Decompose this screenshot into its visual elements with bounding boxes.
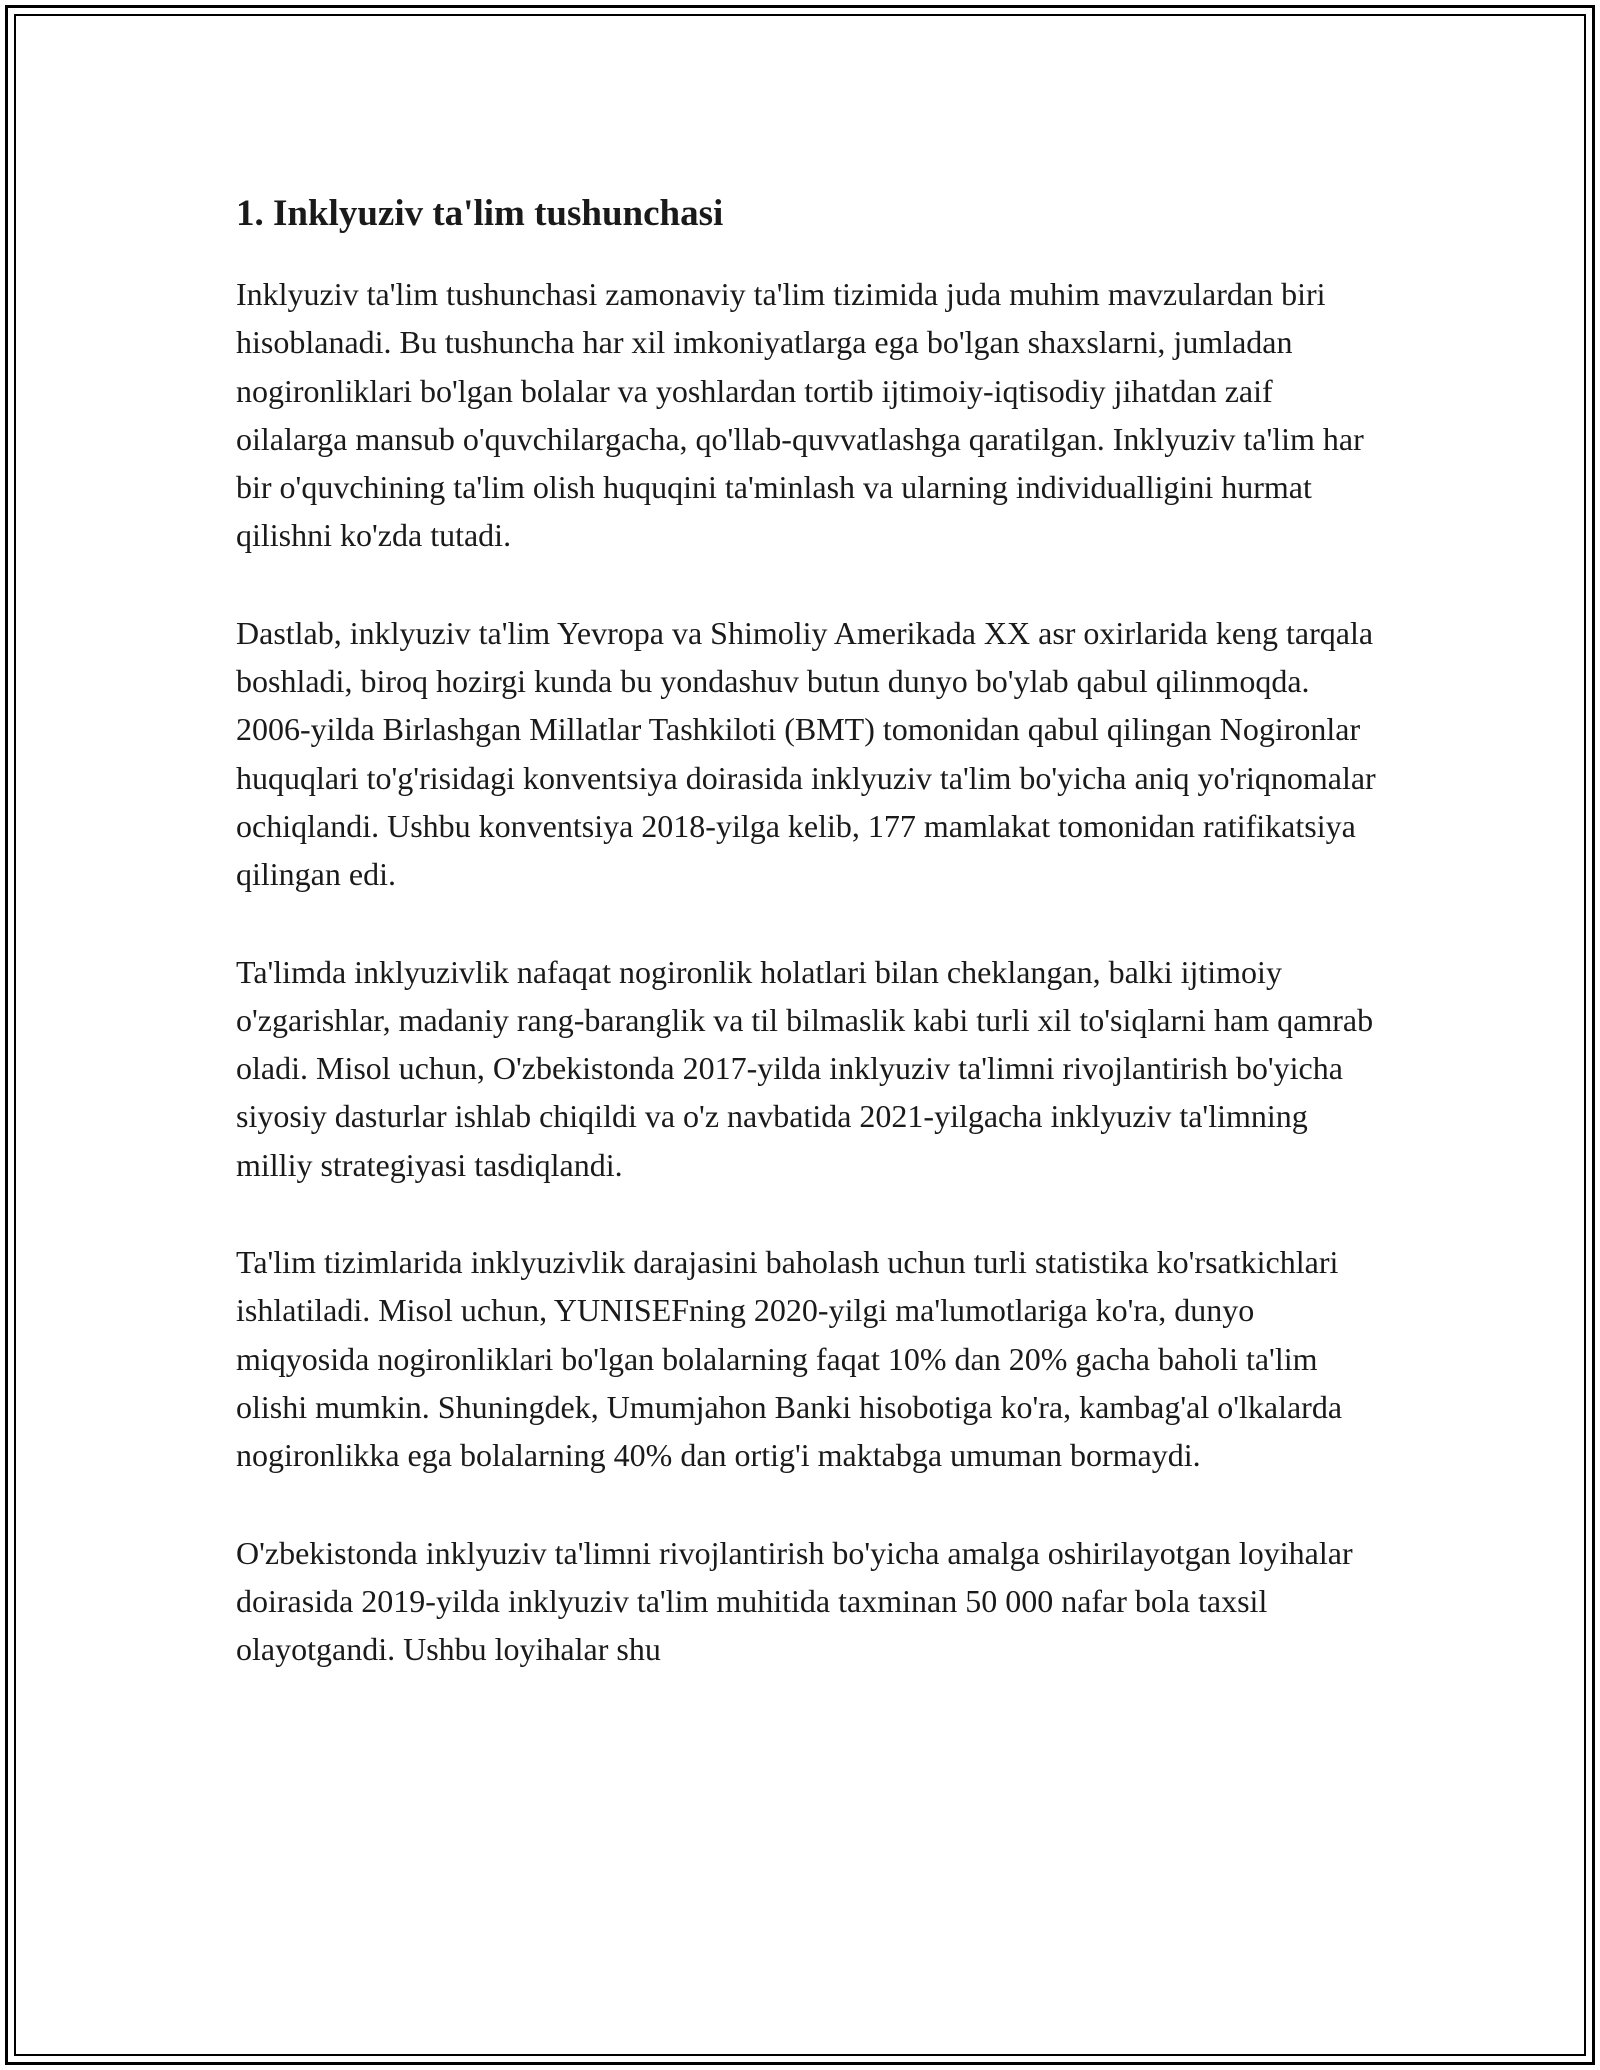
- document-body: [236, 184, 1376, 1722]
- paragraph-4: Ta'lim tizimlarida inklyuzivlik darajasini baholash uchun turli statistika ko'rsatkichlari ishlatiladi. Misol uchun, YUNISEFning 2020-yilgi ma'lumotlariga ko'ra, dunyo miqyosida nogironliklari bo'lgan bolalarning faqat 10% dan 20% gacha baholi ta'lim olishi mumkin. Shuningdek, Umumjahon Banki hisobotiga ko'ra, kambag'al o'lkalarda nogironlikka ega bolalarning 40% dan ortig'i maktabga umuman bormaydi.: [236, 1244, 1343, 1474]
- paragraph-3: Ta'limda inklyuzivlik nafaqat nogironlik holatlari bilan cheklangan, balki ijtimoiy o'zgarishlar, madaniy rang-baranglik va til bilmaslik kabi turli xil to'siqlarni ham qamrab oladi. Misol uchun, O'zbekistonda 2017-yilda inklyuziv ta'limni rivojlantirish bo'yicha siyosiy dasturlar ishlab chiqildi va o'z navbatida 2021-yilgacha inklyuziv ta'limning milliy strategiyasi tasdiqlandi.: [236, 953, 1374, 1183]
- paragraph-5: O'zbekistonda inklyuziv ta'limni rivojlantirish bo'yicha amalga oshirilayotgan loyihalar doirasida 2019-yilda inklyuziv ta'lim muhitida taxminan 50 000 nafar bola taxsil olayotgandi. Ushbu loyihalar shu: [236, 1534, 1353, 1668]
- paragraph-1: Inklyuziv ta'lim tushunchasi zamonaviy ta'lim tizimida juda muhim mavzulardan biri hisoblanadi. Bu tushuncha har xil imkoniyatlarga ega bo'lgan shaxslarni, jumladan nogironliklari bo'lgan bolalar va yoshlardan tortib ijtimoiy-iqtisodiy jihatdan zaif oilalarga mansub o'quvchilargacha, qo'llab-quvvatlashga qaratilgan. Inklyuziv ta'lim har bir o'quvchining ta'lim olish huquqini ta'minlash va ularning individualligini hurmat qilishni ko'zda tutadi.: [236, 276, 1364, 554]
- paragraph-2: Dastlab, inklyuziv ta'lim Yevropa va Shimoliy Amerikada XX asr oxirlarida keng tarqala boshladi, biroq hozirgi kunda bu yondashuv butun dunyo bo'ylab qabul qilinmoqda. 2006-yilda Birlashgan Millatlar Tashkiloti (BMT) tomonidan qabul qilingan Nogironlar huquqlari to'g'risidagi konventsiya doirasida inklyuziv ta'lim bo'yicha aniq yo'riqnomalar ochiqlandi. Ushbu konventsiya 2018-yilga kelib, 177 mamlakat tomonidan ratifikatsiya qilingan edi.: [236, 614, 1376, 893]
- section-heading: 1. Inklyuziv ta'lim tushunchasi: [236, 193, 724, 234]
